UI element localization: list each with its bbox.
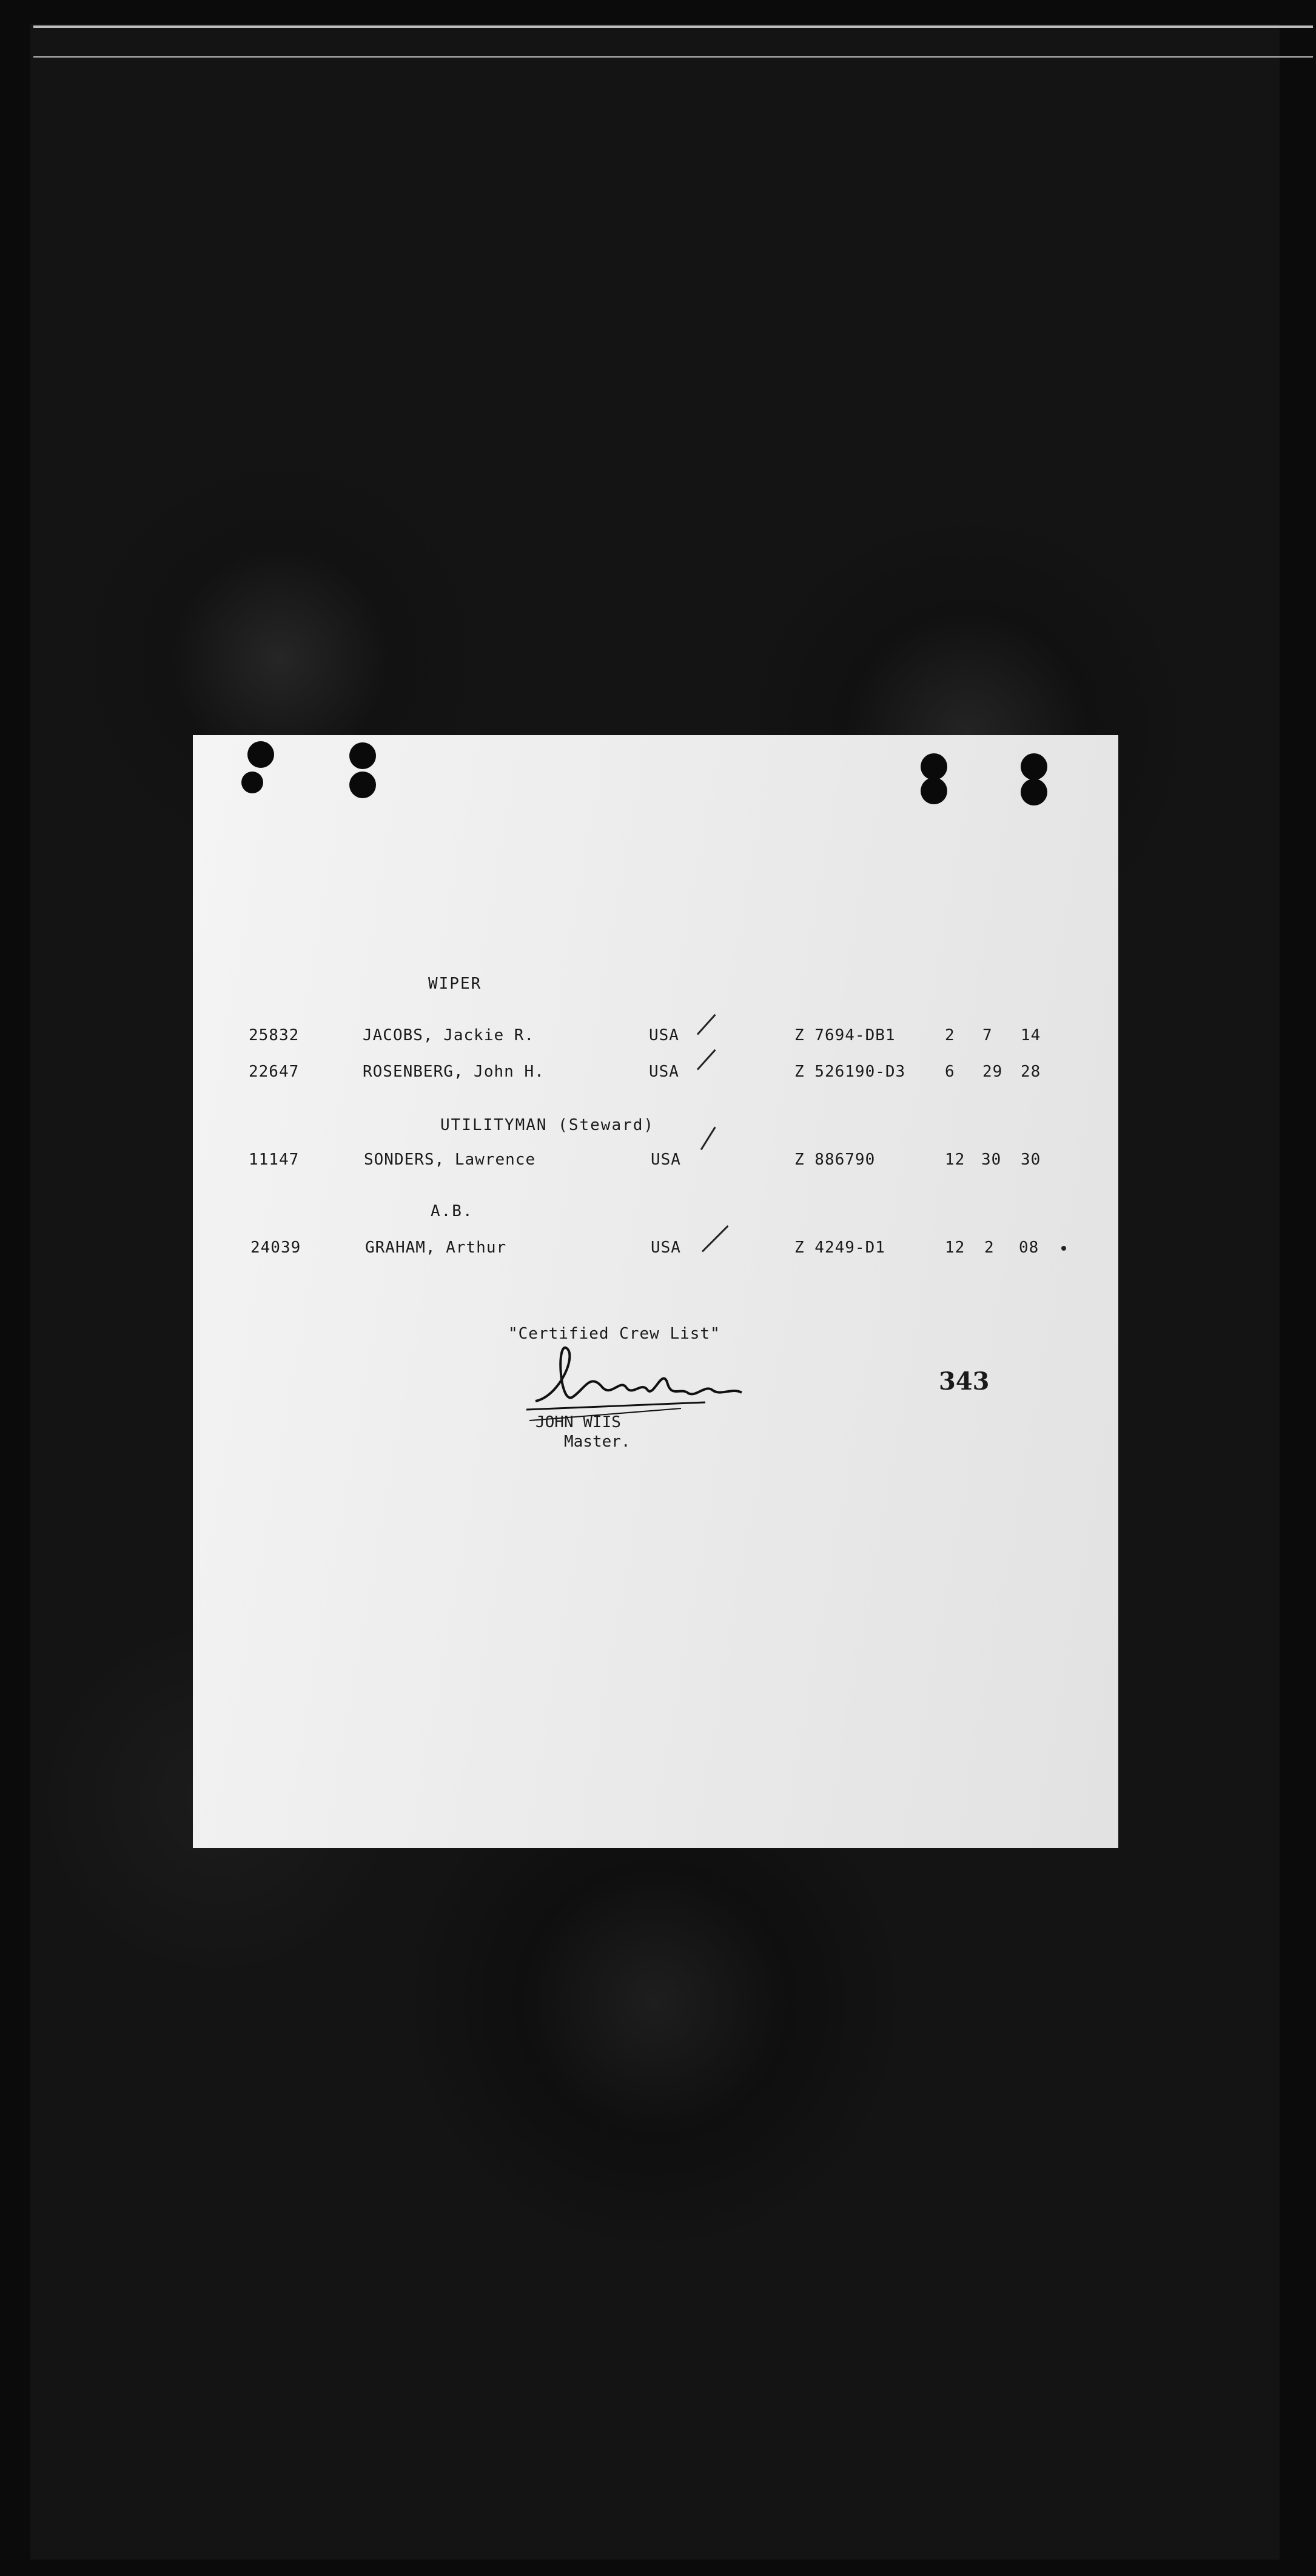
punch-hole <box>921 753 947 780</box>
check-mark <box>702 1225 729 1253</box>
crew-col-1: 2 <box>945 1026 955 1044</box>
crew-id: 25832 <box>249 1026 300 1044</box>
crew-col-1: 12 <box>945 1151 965 1169</box>
punch-hole <box>247 741 274 768</box>
signatory-title: Master. <box>564 1433 631 1451</box>
punch-hole <box>1021 779 1047 805</box>
crew-id: 24039 <box>250 1239 301 1257</box>
crew-col-3: 28 <box>1021 1063 1041 1081</box>
crew-col-2: 7 <box>982 1026 993 1044</box>
crew-nationality: USA <box>649 1063 679 1081</box>
film-edge-line <box>33 25 1313 28</box>
crew-nationality: USA <box>651 1239 681 1257</box>
master-signature <box>523 1330 778 1427</box>
crew-name: GRAHAM, Arthur <box>365 1239 507 1257</box>
crew-col-2: 2 <box>984 1239 995 1257</box>
crew-name: ROSENBERG, John H. <box>363 1063 545 1081</box>
section-heading: WIPER <box>428 975 482 993</box>
crew-col-3: 30 <box>1021 1151 1041 1169</box>
crew-nationality: USA <box>651 1151 681 1169</box>
crew-document: Z 7694-DB1 <box>794 1026 896 1044</box>
check-mark <box>700 1126 716 1150</box>
punch-hole <box>349 772 376 798</box>
crew-document: Z 526190-D3 <box>794 1063 906 1081</box>
punch-hole <box>1021 753 1047 780</box>
margin-dot <box>1061 1246 1066 1251</box>
crew-col-3: 08 <box>1019 1239 1039 1257</box>
certified-label: "Certified Crew List" <box>508 1325 720 1343</box>
crew-id: 22647 <box>249 1063 300 1081</box>
crew-nationality: USA <box>649 1026 679 1044</box>
crew-id: 11147 <box>249 1151 300 1169</box>
page-number: 343 <box>939 1367 990 1396</box>
crew-col-1: 12 <box>945 1239 965 1257</box>
check-mark <box>697 1049 716 1071</box>
signatory-name: JOHN WIIS <box>535 1413 621 1431</box>
section-heading: UTILITYMAN (Steward) <box>440 1116 655 1134</box>
film-edge-line <box>33 56 1313 58</box>
punch-hole <box>921 778 947 804</box>
crew-col-1: 6 <box>945 1063 955 1081</box>
crew-col-2: 29 <box>982 1063 1003 1081</box>
punch-hole <box>349 742 376 769</box>
crew-document: Z 886790 <box>794 1151 876 1169</box>
crew-list-page <box>193 735 1118 1848</box>
check-mark <box>697 1014 716 1035</box>
crew-col-2: 30 <box>981 1151 1002 1169</box>
punch-hole <box>241 772 263 793</box>
section-heading: A.B. <box>431 1202 474 1220</box>
crew-name: JACOBS, Jackie R. <box>363 1026 535 1044</box>
crew-name: SONDERS, Lawrence <box>364 1151 536 1169</box>
crew-col-3: 14 <box>1021 1026 1041 1044</box>
crew-document: Z 4249-D1 <box>794 1239 885 1257</box>
